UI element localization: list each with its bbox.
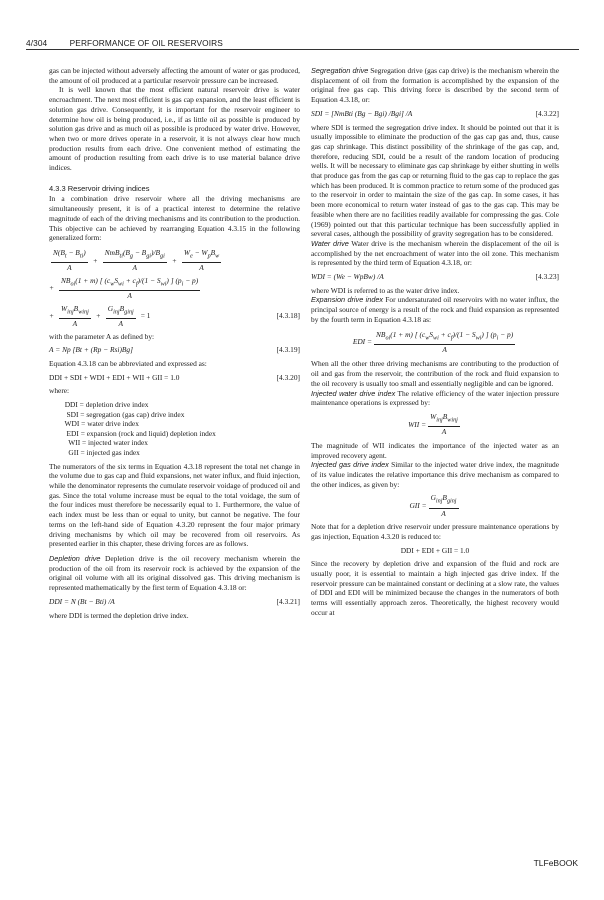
subheading: Segregation drive: [311, 66, 369, 75]
paragraph: with the parameter A as defined by:: [49, 331, 155, 341]
equation-4-3-18: $\frac{N(B_t - B_{ti})}{A}$ + $\frac{NmB_{ti}(B_g - B_{gi})/B_{gi}}{A}$ + $\frac{W_e - W_pB_w}{A}$ + $\frac{NB_{oi}(1 + m) [ (c_wS_{wi} + c_f)/(1 - S_{wi}) ] (p_i - p)}{A}$ + $\frac{W_{inj}B_{winj}}{A}$ + $\frac{G_{inj}B_{ginj}}{A}$ = 1 [4.3.18]: [49, 247, 300, 328]
paragraph: where WDI is referred to as the water drive index.: [311, 285, 460, 295]
definition: WDI = water drive index: [61, 419, 139, 429]
definition: EDI = expansion (rock and liquid) depletion index: [61, 428, 216, 438]
equation-4-3-21: DDI = N (Bt − Bti) /A [4.3.21]: [49, 596, 300, 606]
paragraph: where:: [49, 386, 70, 396]
page-header: [26, 38, 579, 48]
paragraph: The magnitude of WII indicates the importance of the injected water as an improved recovery agent.: [311, 440, 559, 460]
subheading: Depletion drive: [49, 553, 101, 563]
paragraph: Segregation drive Segregation drive (gas cap drive) is the mechanism wherein the displacement of oil from the formation is accomplished by the expansion of the original free gas cap. This driving force is described by the second term of Equation 4.3.18, or:: [311, 66, 559, 105]
paragraph: Note that for a depletion drive reservoir under pressure maintenance operations by gas injection, Equation 4.3.20 is reduced to:: [311, 522, 559, 541]
equation-4-3-23: WDI = (We − WpBw) /A [4.3.23]: [311, 272, 559, 282]
equation-wii: WII = $\frac{W_{inj}B_{winj}}{A}$: [408, 411, 458, 437]
paragraph: Water drive Water drive is the mechanism wherein the displacement of the oil is accomplished by the net encroachment of water into the oil zone. This mechanism is represented by the third term of Equation 4.3.18, or:: [311, 238, 559, 268]
equation-4-3-22: SDI = [NmBti (Bg − Bgi) /Bgi] /A [4.3.22]: [311, 108, 559, 118]
paragraph: Injected gas drive index Similar to the injected water drive index, the magnitude of its value indicates the relative importance this drive mechanism as compared to the other indices, as given by:: [311, 460, 559, 489]
paragraph: In a combination drive reservoir where all the driving mechanisms are simultaneously present, it is of a practical interest to determine the relative magnitude of each of the driving mechanisms and its contribution to the production. This objective can be achieved by rearranging Equation 4.3.15 in the following generalized form:: [49, 194, 300, 243]
definition: DDI = depletion drive index: [61, 400, 149, 410]
footer-watermark: TLFeBOOK: [533, 858, 578, 868]
equation-4-3-20: DDI + SDI + WDI + EDI + WII + GII = 1.0 [4.3.20]: [49, 372, 300, 382]
paragraph: The numerators of the six terms in Equation 4.3.18 represent the total net change in the volume due to gas cap and fluid expansions, net water influx, and fluid injection, while the denominator represents the cumulate reservoir voidage of produced oil and gas. Since the total volume increase must be equal to the total voidage, the sum of the four indices must therefore be necessarily equal to 1. Furthermore, the value of each index must be less than or equal to unity, but cannot be negative. The four terms on the left-hand side of Equation 4.3.20 represent the four major primary driving mechanisms by which oil may be recovered from oil reservoirs. As presented earlier in this chapter, these driving forces are as follows.: [49, 461, 300, 549]
index-definitions: [61, 400, 300, 458]
definition: WII = injected water index: [61, 438, 148, 448]
subheading: Water drive: [311, 238, 349, 248]
paragraph: Depletion drive Depletion drive is the oil recovery mechanism wherein the production of the oil from its reservoir rock is achieved by the expansion of the original oil volume with all its original dissolved gas. This driving mechanism is represented mathematically by the first term of Equation 4.3.18 or:: [49, 553, 300, 593]
section-heading: 4.3.3 Reservoir driving indices: [49, 183, 150, 193]
subheading: Injected water drive index: [311, 388, 396, 398]
equation-edi: EDI = $\frac{NB_{oi}(1 + m) [ (c_wS_{wi} + c_f)/(1 - S_{wi}) ] (p_i - p)}{A}$: [352, 329, 514, 354]
paragraph: Equation 4.3.18 can be abbreviated and expressed as:: [49, 358, 207, 368]
paragraph: where SDI is termed the segregation drive index. It should be pointed out that it is usually impossible to eliminate the production of the gas cap gas and, thus, cause gas cap shrinkage. This distinct possibility of the shrinkage of the gas cap, and, therefore, reducing SDI, could be a result of the random location of producing wells. It will be necessary to eliminate gas cap shrinkage by either shutting in wells that produce gas from the gas cap or returning fluid to the gas cap to replace the gas which has been produced. It is common practice to return some of the produced gas to the reservoir in order to maintain the size of the gas cap. In some cases, it has been more economical to return water instead of gas to the gas cap. This may be feasible when there are no facilities readily available for compressing the gas. Cole (1969) pointed out that this particular technique has been successfully applied in several cases, although the possibility of gravity segregation has to be considered.: [311, 122, 559, 239]
right-column: [311, 66, 559, 618]
subheading: Injected gas drive index: [311, 460, 389, 470]
equation-gii: GII = $\frac{G_{inj}B_{ginj}}{A}$: [409, 493, 457, 518]
header-rule: [26, 49, 579, 50]
definition: SDI = segregation (gas cap) drive index: [61, 409, 185, 419]
page-number: 4/304: [26, 38, 48, 48]
paragraph: Expansion drive index For undersaturated oil reservoirs with no water influx, the principal source of energy is a result of the rock and fluid expansion as represented by the fourth term in Equation 4.3.18 as:: [311, 295, 559, 324]
definition: GII = injected gas index: [61, 448, 140, 458]
equation-4-3-19: A = Np [Bt + (Rp − Rsi)Bg] [4.3.19]: [49, 345, 300, 355]
equation-reduced: DDI + EDI + GII = 1.0: [400, 545, 470, 555]
left-column: [49, 66, 300, 620]
subheading: Expansion drive index: [311, 295, 384, 305]
paragraph: It is well known that the most efficient natural reservoir drive is water encroachment. The next most efficient is gas cap expansion, and the least efficient is solution gas drive. Consequently, it is important for the reservoir engineer to determine how oil is being produced, i.e., if as little oil as possible is produced by solution gas drive and as much oil as possible is produced by water drive. However, when two or more drives operate in a reservoir, it is not always clear how much production results from each drive. One convenient method of estimating the amount of production resulting from each drive is to use material balance drive indices.: [49, 85, 300, 173]
paragraph: gas can be injected without adversely affecting the amount of water or gas produced, the amount of oil produced at a particular reservoir pressure can be increased.: [49, 66, 300, 85]
paragraph: Since the recovery by depletion drive and expansion of the fluid and rock are usually poor, it is essential to maintain a high injected gas drive index. If the reservoir pressure can be maintained constant or declining at a slow rate, the values of DDI and EDI will be minimized because the changes in the numerators of both terms will essentially approach zeros. Theoretically, the highest recovery would occur at: [311, 559, 559, 617]
paragraph: where DDI is termed the depletion drive index.: [49, 610, 189, 620]
running-title: PERFORMANCE OF OIL RESERVOIRS: [69, 38, 223, 48]
paragraph: Injected water drive index The relative efficiency of the water injection pressure maintenance operations is expressed by:: [311, 388, 559, 408]
paragraph: When all the other three driving mechanisms are contributing to the production of oil and gas from the reservoir, the contribution of the rock and fluid expansion to the oil recovery is usually too small and essentially negligible and can be ignored.: [311, 359, 559, 388]
equation-number: [4.3.18]: [276, 311, 300, 321]
